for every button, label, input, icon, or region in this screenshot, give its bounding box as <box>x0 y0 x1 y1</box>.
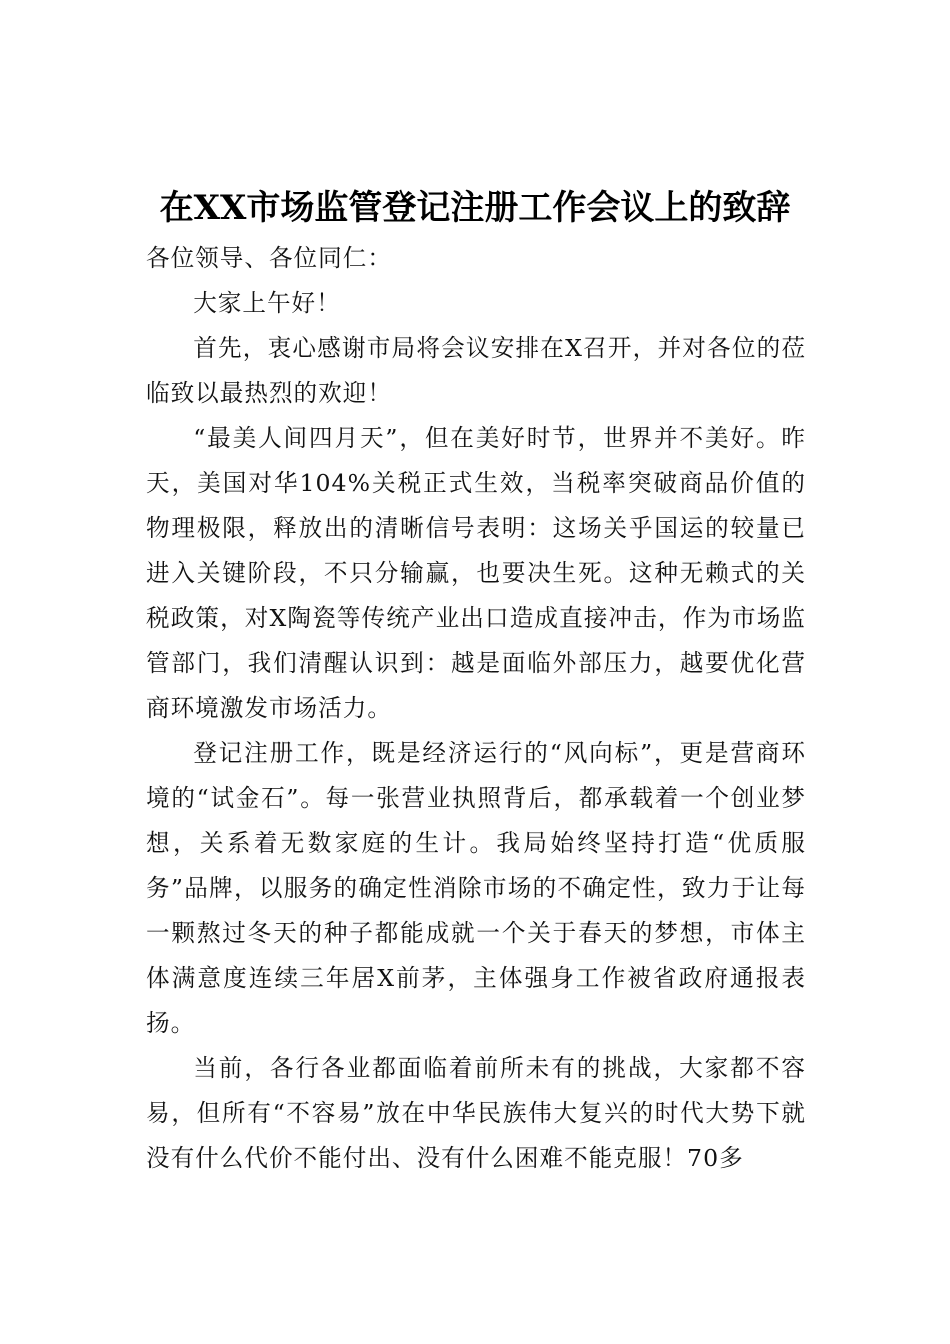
document-body <box>146 236 806 1181</box>
paragraph-thanks: 首先，衷心感谢市局将会议安排在X召开，并对各位的莅临致以最热烈的欢迎！ <box>146 334 806 407</box>
paragraph-registration: 登记注册工作，既是经济运行的“风向标”，更是营商环境的“试金石”。每一张营业执照背后，都承载着一个创业梦想，关系着无数家庭的生计。我局始终坚持打造“优质服务”品牌，以服务的确定性消除市场的不确定性，致力于让每一颗熬过冬天的种子都能成就一个关于春天的梦想，市体主体满意度连续三年居X前茅，主体强身工作被省政府通报表扬。 <box>146 739 806 1037</box>
paragraph-greeting: 大家上午好！ <box>193 289 341 317</box>
salutation: 各位领导、各位同仁： <box>146 244 392 272</box>
document-title: 在XX市场监管登记注册工作会议上的致辞 <box>159 187 791 228</box>
paragraph-challenges: 当前，各行各业都面临着前所未有的挑战，大家都不容易，但所有“不容易”放在中华民族伟大复兴的时代大势下就没有什么代价不能付出、没有什么困难不能克服！70多 <box>146 1054 806 1172</box>
paragraph-tariff: “最美人间四月天”，但在美好时节，世界并不美好。昨天，美国对华104%关税正式生效，当税率突破商品价值的物理极限，释放出的清晰信号表明：这场关乎国运的较量已进入关键阶段，不只分输赢，也要决生死。这种无赖式的关税政策，对X陶瓷等传统产业出口造成直接冲击，作为市场监管部门，我们清醒认识到：越是面临外部压力，越要优化营商环境激发市场活力。 <box>146 424 806 722</box>
